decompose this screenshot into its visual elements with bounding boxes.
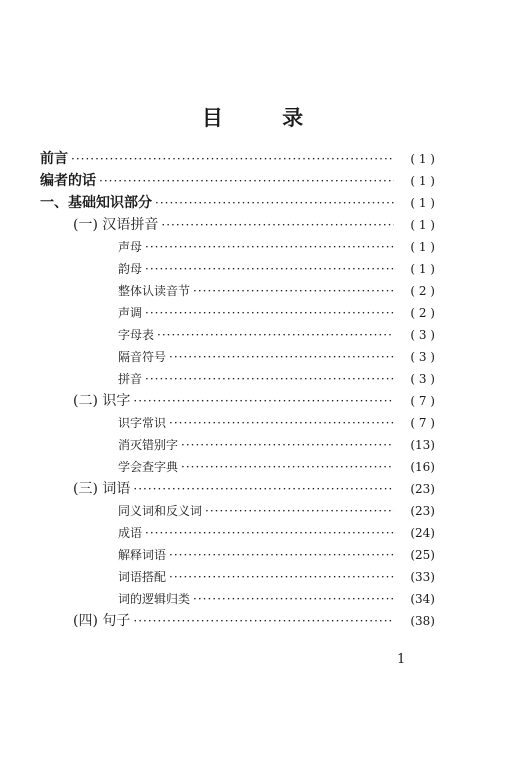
toc-entry <box>40 236 435 258</box>
toc-entry-label: 编者的话 <box>40 173 96 189</box>
toc-entry <box>40 610 435 632</box>
toc-dot-leader <box>133 478 394 500</box>
toc-entry-label: 词语搭配 <box>118 570 167 584</box>
page-number: 1 <box>397 652 406 667</box>
toc-entry-page: (34) <box>410 592 435 606</box>
toc-entry-label: (三) 词语 <box>73 481 131 497</box>
toc-entry <box>40 324 435 346</box>
toc-dot-leader <box>181 434 394 456</box>
toc-entry-page: ( 3 ) <box>410 350 435 364</box>
toc-entry-page: ( 1 ) <box>410 240 435 254</box>
toc-entry-page: ( 7 ) <box>410 416 435 430</box>
toc-dot-leader <box>205 500 394 522</box>
toc-entry-page: ( 1 ) <box>410 196 435 210</box>
toc-entry <box>40 544 435 566</box>
toc-dot-leader <box>133 390 394 412</box>
toc-entry <box>40 148 435 170</box>
toc-entry-label: 前言 <box>40 151 68 167</box>
toc-entry <box>40 258 435 280</box>
toc-entry-label: 整体认读音节 <box>118 284 191 298</box>
toc-entry <box>40 478 435 500</box>
toc-dot-leader <box>145 522 394 544</box>
toc-dot-leader <box>71 148 394 170</box>
toc-entry <box>40 170 435 192</box>
toc-dot-leader <box>99 170 394 192</box>
toc-entry <box>40 412 435 434</box>
toc-entry <box>40 390 435 412</box>
toc-dot-leader <box>193 280 394 302</box>
toc-entry-label: 识字常识 <box>118 416 167 430</box>
toc-dot-leader <box>145 302 394 324</box>
toc-entry <box>40 588 435 610</box>
toc-dot-leader <box>169 346 394 368</box>
toc-entry <box>40 214 435 236</box>
toc-entry-label: 隔音符号 <box>118 350 167 364</box>
toc-entry <box>40 192 435 214</box>
toc-entry-label: 解释词语 <box>118 548 167 562</box>
toc-entry-page: ( 7 ) <box>410 394 435 408</box>
toc-entry-page: (25) <box>410 548 435 562</box>
toc-entry-label: 字母表 <box>118 328 155 342</box>
toc-entry-label: (二) 识字 <box>73 393 131 409</box>
toc-entry <box>40 566 435 588</box>
toc-entry-page: ( 1 ) <box>410 262 435 276</box>
toc-entry-page: ( 1 ) <box>410 174 435 188</box>
toc-entry-page: (13) <box>410 438 435 452</box>
toc-entry-label: (四) 句子 <box>73 613 131 629</box>
toc-dot-leader <box>155 192 394 214</box>
table-of-contents <box>40 148 435 632</box>
toc-entry <box>40 522 435 544</box>
toc-dot-leader <box>169 412 394 434</box>
toc-entry-label: 声调 <box>118 306 143 320</box>
toc-entry-label: 消灭错别字 <box>118 438 179 452</box>
toc-entry-page: (33) <box>410 570 435 584</box>
page-title: 目 录 <box>201 105 330 130</box>
toc-entry-page: ( 2 ) <box>410 284 435 298</box>
toc-entry-label: 同义词和反义词 <box>118 504 203 518</box>
toc-entry <box>40 302 435 324</box>
toc-entry-page: (38) <box>410 614 435 628</box>
toc-entry <box>40 346 435 368</box>
toc-entry-label: 韵母 <box>118 262 143 276</box>
toc-dot-leader <box>193 588 394 610</box>
toc-entry-page: (16) <box>410 460 435 474</box>
toc-dot-leader <box>145 236 394 258</box>
toc-dot-leader <box>133 610 394 632</box>
toc-entry-label: (一) 汉语拼音 <box>73 217 159 233</box>
toc-dot-leader <box>169 544 394 566</box>
toc-dot-leader <box>145 368 394 390</box>
toc-entry-label: 一、基础知识部分 <box>40 195 152 211</box>
toc-entry <box>40 280 435 302</box>
toc-entry <box>40 456 435 478</box>
toc-entry-label: 词的逻辑归类 <box>118 592 191 606</box>
toc-entry-label: 学会查字典 <box>118 460 179 474</box>
toc-entry-page: ( 3 ) <box>410 328 435 342</box>
toc-entry-label: 拼音 <box>118 372 143 386</box>
toc-dot-leader <box>169 566 394 588</box>
toc-entry <box>40 500 435 522</box>
toc-dot-leader <box>161 214 394 236</box>
toc-entry-page: (24) <box>410 526 435 540</box>
toc-entry-page: ( 3 ) <box>410 372 435 386</box>
toc-entry-page: (23) <box>410 504 435 518</box>
toc-entry <box>40 434 435 456</box>
toc-entry-label: 声母 <box>118 240 143 254</box>
toc-entry-page: ( 2 ) <box>410 306 435 320</box>
toc-entry-label: 成语 <box>118 526 143 540</box>
toc-dot-leader <box>181 456 394 478</box>
toc-entry-page: ( 1 ) <box>410 152 435 166</box>
toc-entry-page: (23) <box>410 482 435 496</box>
toc-entry-page: ( 1 ) <box>410 218 435 232</box>
toc-dot-leader <box>145 258 394 280</box>
toc-entry <box>40 368 435 390</box>
toc-dot-leader <box>157 324 394 346</box>
